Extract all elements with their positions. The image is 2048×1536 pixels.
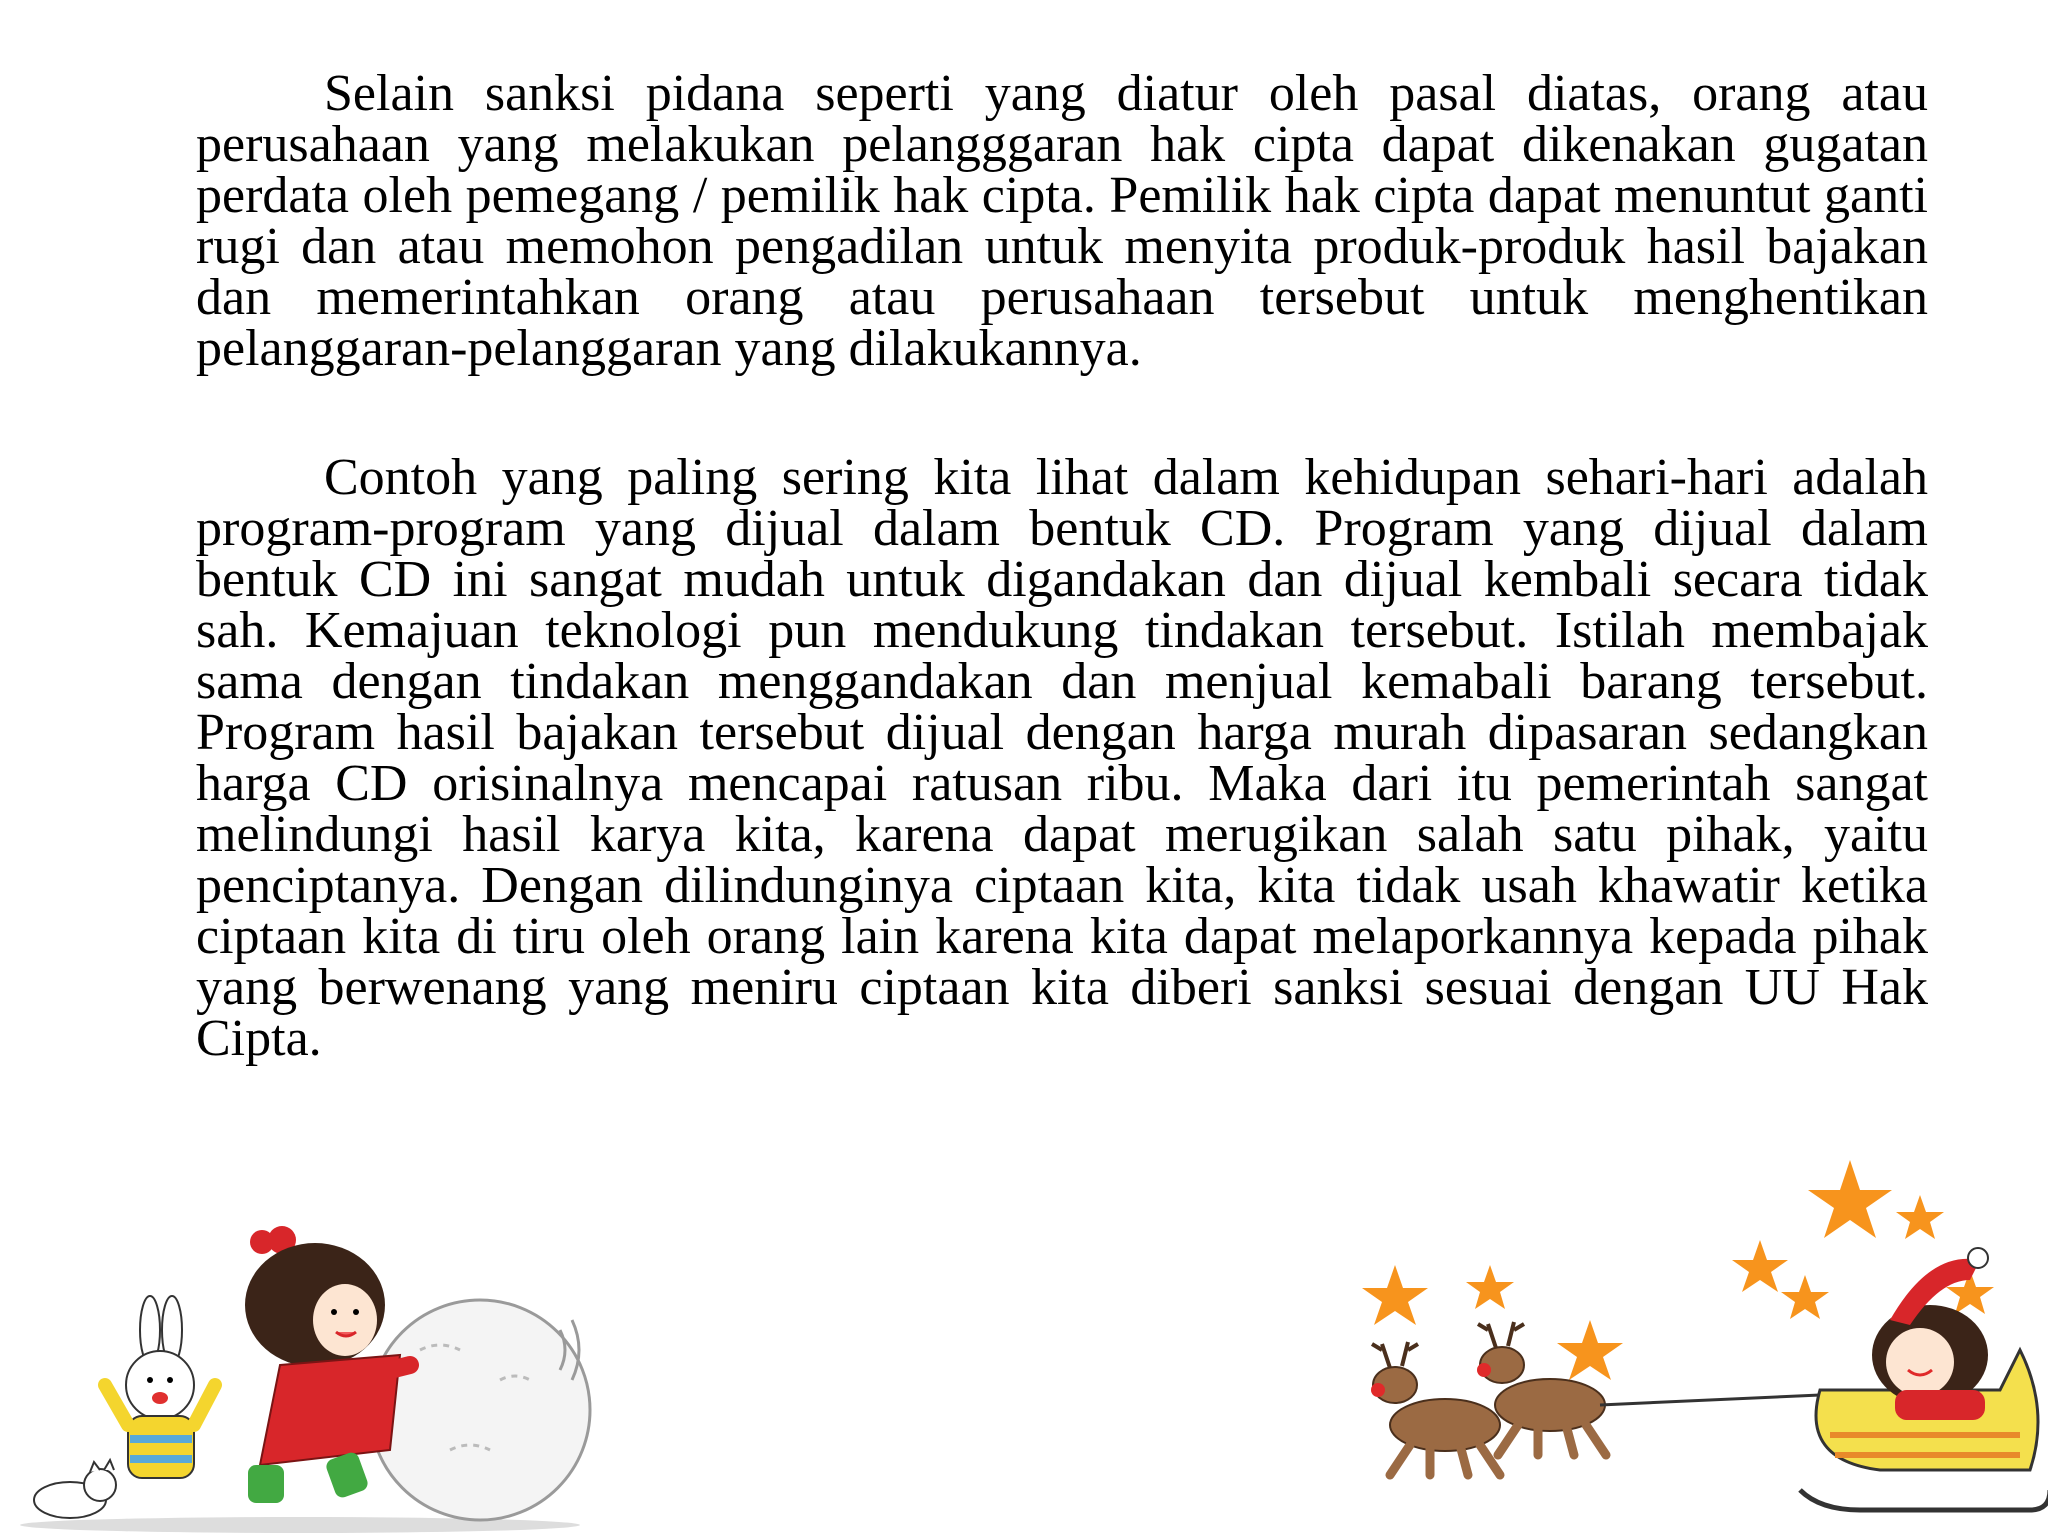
bunny-figure (105, 1296, 215, 1478)
star-icon (1362, 1265, 1428, 1325)
body-text (196, 65, 1928, 1067)
harness-line (1600, 1395, 1820, 1405)
star-icon (1557, 1320, 1623, 1380)
paragraph-2: Contoh yang paling sering kita lihat dalam kehidupan sehari-hari adalah program-program yang dijual dalam bentuk CD. Program yang dijual dalam bentuk CD ini sangat mudah untuk digandakan dan dijual kembali secara tidak sah. Kemajuan teknologi pun mendukung tindakan tersebut. Istilah membajak sama dengan tindakan menggandakan dan menjual kemabali barang tersebut. Program hasil bajakan tersebut dijual dengan harga murah dipasaran sedangkan harga CD orisinalnya mencapai ratusan ribu. Maka dari itu pemerintah sangat melindungi hasil karya kita, karena dapat merugikan salah satu pihak, yaitu penciptanya. Dengan dilindunginya ciptaan kita, kita tidak usah khawatir ketika ciptaan kita di tiru oleh orang lain karena kita dapat melaporkannya kepada pihak yang berwenang yang meniru ciptaan kita diberi sanksi sesuai dengan UU Hak Cipta. (196, 449, 1928, 1067)
star-icon (1466, 1265, 1514, 1309)
paragraph-1: Selain sanksi pidana seperti yang diatur oleh pasal diatas, orang atau perusahaan yang melakukan pelangggaran hak cipta dapat dikenakan gugatan perdata oleh pemegang / pemilik hak cipta. Pemilik hak cipta dapat menuntut ganti rugi dan atau memohon pengadilan untuk menyita produk-produk hasil bajakan dan memerintahkan orang atau perusahaan tersebut untuk menghentikan pelanggaran-pelanggaran yang dilakukannya. (196, 65, 1928, 377)
star-icon (1896, 1195, 1944, 1239)
star-icon (1808, 1160, 1892, 1238)
star-icon (1781, 1275, 1829, 1319)
reindeer-sleigh-illustration (1350, 1140, 2048, 1536)
children-snowball-illustration (0, 1180, 600, 1536)
star-icon (1732, 1240, 1788, 1292)
cat-figure (34, 1460, 116, 1518)
snowball (370, 1300, 590, 1520)
